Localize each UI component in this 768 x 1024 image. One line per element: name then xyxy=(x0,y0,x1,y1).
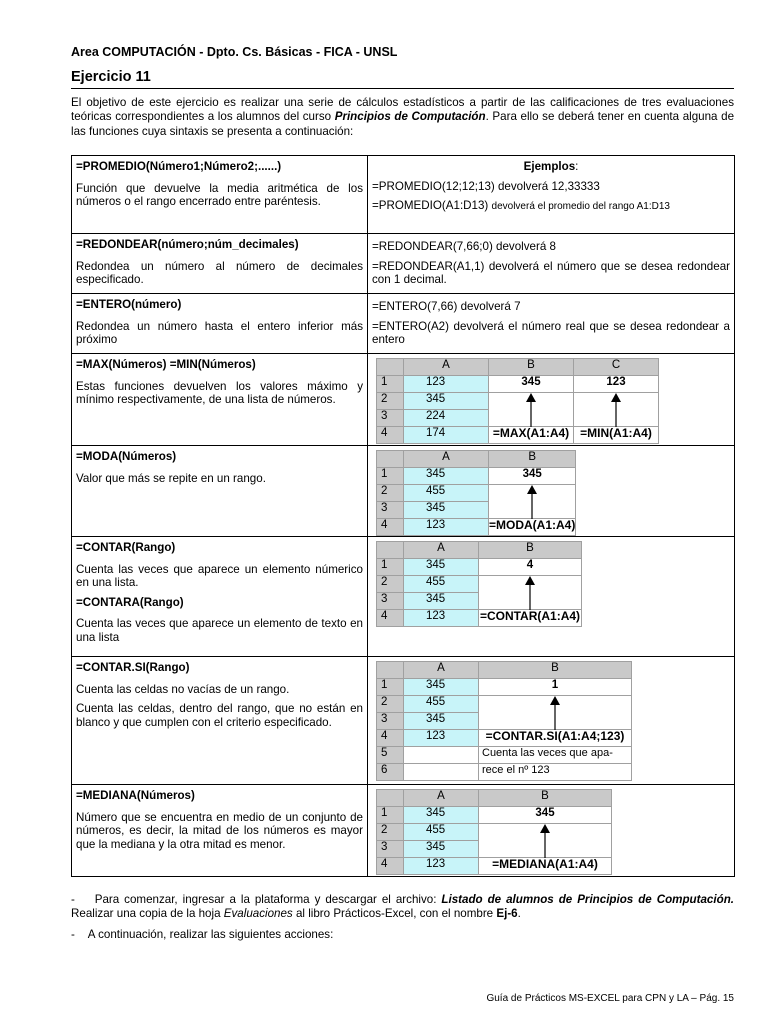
function-name: =ENTERO(número) xyxy=(76,298,182,311)
cell: 345 xyxy=(404,393,489,410)
row-header: 1 xyxy=(377,679,404,696)
example-sheet xyxy=(376,541,582,627)
result-cell: 345 xyxy=(489,468,576,485)
function-name: =MAX(Números) =MIN(Números) xyxy=(76,358,256,371)
example-line: =PROMEDIO(A1:D13) devolverá el promedio del rango A1:D13 xyxy=(372,199,670,213)
row-header: 3 xyxy=(377,841,404,858)
bullet-dash: - xyxy=(71,893,75,906)
arrow-cell xyxy=(489,393,574,427)
example-sheet xyxy=(376,661,632,781)
row-max-min xyxy=(72,354,735,446)
function-description: Cuenta las veces que aparece un elemento númerico en una lista. xyxy=(76,562,363,590)
row-contar-si xyxy=(72,657,735,785)
row-header: 2 xyxy=(377,393,404,410)
row-header: 4 xyxy=(377,730,404,747)
cell: 345 xyxy=(404,841,479,858)
row-header: 1 xyxy=(377,807,404,824)
cell: 455 xyxy=(404,824,479,841)
cell: 345 xyxy=(404,679,479,696)
note-cell: Cuenta las veces que apa- xyxy=(479,747,632,764)
function-name: =PROMEDIO(Número1;Número2;......) xyxy=(76,160,282,173)
example-line: =REDONDEAR(A1,1) devolverá el número que se desea redondear con 1 decimal. xyxy=(372,259,730,287)
function-description: Redondea un número hasta el entero inferior más próximo xyxy=(76,319,363,347)
formula-cell: =CONTAR.SI(A1:A4;123) xyxy=(479,730,632,747)
row-header: 4 xyxy=(377,519,404,536)
function-description: Cuenta las celdas no vacías de un rango. xyxy=(76,682,290,696)
example-line: =ENTERO(A2) devolverá el número real que se desea redondear a entero xyxy=(372,319,730,347)
row-mediana xyxy=(72,785,735,877)
cell: 455 xyxy=(404,485,489,502)
column-header: A xyxy=(404,662,479,679)
row-contar xyxy=(72,537,735,657)
arrow-cell xyxy=(479,824,612,858)
row-entero xyxy=(72,294,735,354)
formula-cell: =CONTAR(A1:A4) xyxy=(479,610,582,627)
page-header: Area COMPUTACIÓN - Dpto. Cs. Básicas - FICA - UNSL xyxy=(71,45,398,59)
row-header: 1 xyxy=(377,468,404,485)
cell: 123 xyxy=(404,519,489,536)
column-header: A xyxy=(404,359,489,376)
exercise-title: Ejercicio 11 xyxy=(71,69,151,85)
example-sheet xyxy=(376,789,612,875)
result-cell: 1 xyxy=(479,679,632,696)
column-header: A xyxy=(404,451,489,468)
arrow-cell xyxy=(574,393,659,427)
formula-cell: =MAX(A1:A4) xyxy=(489,427,574,444)
arrow-cell xyxy=(479,696,632,730)
column-header: A xyxy=(404,790,479,807)
up-arrow-icon xyxy=(489,485,575,518)
cell: 224 xyxy=(404,410,489,427)
page-footer: Guía de Prácticos MS-EXCEL para CPN y LA – Pág. 15 xyxy=(486,993,734,1004)
course-name: Principios de Computación xyxy=(334,110,486,124)
row-moda xyxy=(72,446,735,537)
function-name: =REDONDEAR(número;núm_decimales) xyxy=(76,238,299,251)
function-description: Función que devuelve la media aritmética de los números o el rango encerrado entre paréntesis. xyxy=(76,181,363,209)
cell: 345 xyxy=(404,559,479,576)
intro-text: El objetivo de este ejercicio es realizar una serie de cálculos estadísticos a partir de las calificaciones de tres evaluaciones teóricas correspondientes a los alumnos del curso xyxy=(71,96,734,124)
formula-cell: =MODA(A1:A4) xyxy=(489,519,576,536)
row-header: 4 xyxy=(377,427,404,444)
column-header: B xyxy=(489,451,576,468)
function-name: =MEDIANA(Números) xyxy=(76,789,195,802)
formula-cell: =MEDIANA(A1:A4) xyxy=(479,858,612,875)
function-name: =CONTARA(Rango) xyxy=(76,595,184,609)
function-description: Valor que más se repite en un rango. xyxy=(76,471,266,485)
workbook-name: Ej-6 xyxy=(496,907,518,921)
row-header: 4 xyxy=(377,858,404,875)
function-name: =CONTAR(Rango) xyxy=(76,541,176,554)
row-redondear xyxy=(72,234,735,294)
examples-heading: Ejemplos: xyxy=(523,160,579,173)
column-header: A xyxy=(404,542,479,559)
arrow-cell xyxy=(479,576,582,610)
row-header: 2 xyxy=(377,696,404,713)
column-header: B xyxy=(479,542,582,559)
row-header: 4 xyxy=(377,610,404,627)
instructions xyxy=(71,893,734,948)
cell: 345 xyxy=(404,807,479,824)
functions-table xyxy=(71,155,735,877)
row-header: 1 xyxy=(377,559,404,576)
function-name: =MODA(Números) xyxy=(76,450,177,463)
cell: 174 xyxy=(404,427,489,444)
example-sheet xyxy=(376,450,576,536)
example-line: =PROMEDIO(12;12;13) devolverá 12,33333 xyxy=(372,179,600,193)
column-header: B xyxy=(479,790,612,807)
intro-text-end: . Para ello se deberá tener en cuenta alguna de las funciones cuya sintaxis se presenta a continuación: xyxy=(71,110,735,138)
arrow-cell xyxy=(489,485,576,519)
function-description: Cuenta las celdas, dentro del rango, que no están en blanco y que cumplen con el criterio especificado. xyxy=(76,702,363,729)
cell: 345 xyxy=(404,593,479,610)
cell: 123 xyxy=(404,610,479,627)
example-line: =REDONDEAR(7,66;0) devolverá 8 xyxy=(372,240,556,253)
cell: 123 xyxy=(404,858,479,875)
cell: 345 xyxy=(404,468,489,485)
bullet-dash: - xyxy=(71,927,75,941)
file-name: Listado de alumnos de Principios de Computación. xyxy=(441,893,734,906)
cell: 455 xyxy=(404,576,479,593)
function-description: Número que se encuentra en medio de un conjunto de números, es decir, la mitad de los números es mayor que la mediana y la otra mitad es menor. xyxy=(76,810,363,851)
column-header: C xyxy=(574,359,659,376)
row-header: 2 xyxy=(377,824,404,841)
function-name: =CONTAR.SI(Rango) xyxy=(76,661,190,674)
instruction-item: - A continuación, realizar las siguientes acciones: xyxy=(71,927,334,941)
cell: 345 xyxy=(404,502,489,519)
result-cell: 345 xyxy=(479,807,612,824)
up-arrow-icon xyxy=(479,824,611,857)
up-arrow-icon xyxy=(489,393,573,426)
cell: 345 xyxy=(404,713,479,730)
result-cell: 345 xyxy=(489,376,574,393)
function-description: Cuenta las veces que aparece un elemento de texto en una lista xyxy=(76,617,363,644)
column-header: B xyxy=(489,359,574,376)
row-header: 1 xyxy=(377,376,404,393)
example-sheet xyxy=(376,358,659,444)
cell: 123 xyxy=(404,730,479,747)
row-header: 5 xyxy=(377,747,404,764)
up-arrow-icon xyxy=(479,696,631,729)
row-header: 2 xyxy=(377,485,404,502)
title-rule xyxy=(71,88,734,89)
cell: 455 xyxy=(404,696,479,713)
result-cell: 4 xyxy=(479,559,582,576)
result-cell: 123 xyxy=(574,376,659,393)
row-header: 6 xyxy=(377,764,404,781)
instruction-item: - Para comenzar, ingresar a la plataforma y descargar el archivo: Listado de alumnos de Principios de Computación. Realizar una copia de la hoja Evaluaciones al libro Prácticos-Excel, con el nombre Ej-6. xyxy=(71,893,734,921)
row-header: 3 xyxy=(377,410,404,427)
row-header: 3 xyxy=(377,593,404,610)
up-arrow-icon xyxy=(479,576,581,609)
column-header: B xyxy=(479,662,632,679)
formula-cell: =MIN(A1:A4) xyxy=(574,427,659,444)
sheet-name: Evaluaciones xyxy=(223,907,293,921)
intro-paragraph xyxy=(71,96,734,139)
cell: 123 xyxy=(404,376,489,393)
function-description: Redondea un número al número de decimales especificado. xyxy=(76,259,363,287)
row-header: 2 xyxy=(377,576,404,593)
up-arrow-icon xyxy=(574,393,658,426)
row-header: 3 xyxy=(377,502,404,519)
row-header: 3 xyxy=(377,713,404,730)
row-promedio xyxy=(72,156,735,234)
note-cell: rece el nº 123 xyxy=(479,764,632,781)
function-description: Estas funciones devuelven los valores máximo y mínimo respectivamente, de una lista de números. xyxy=(76,379,363,407)
example-line: =ENTERO(7,66) devolverá 7 xyxy=(372,300,521,313)
